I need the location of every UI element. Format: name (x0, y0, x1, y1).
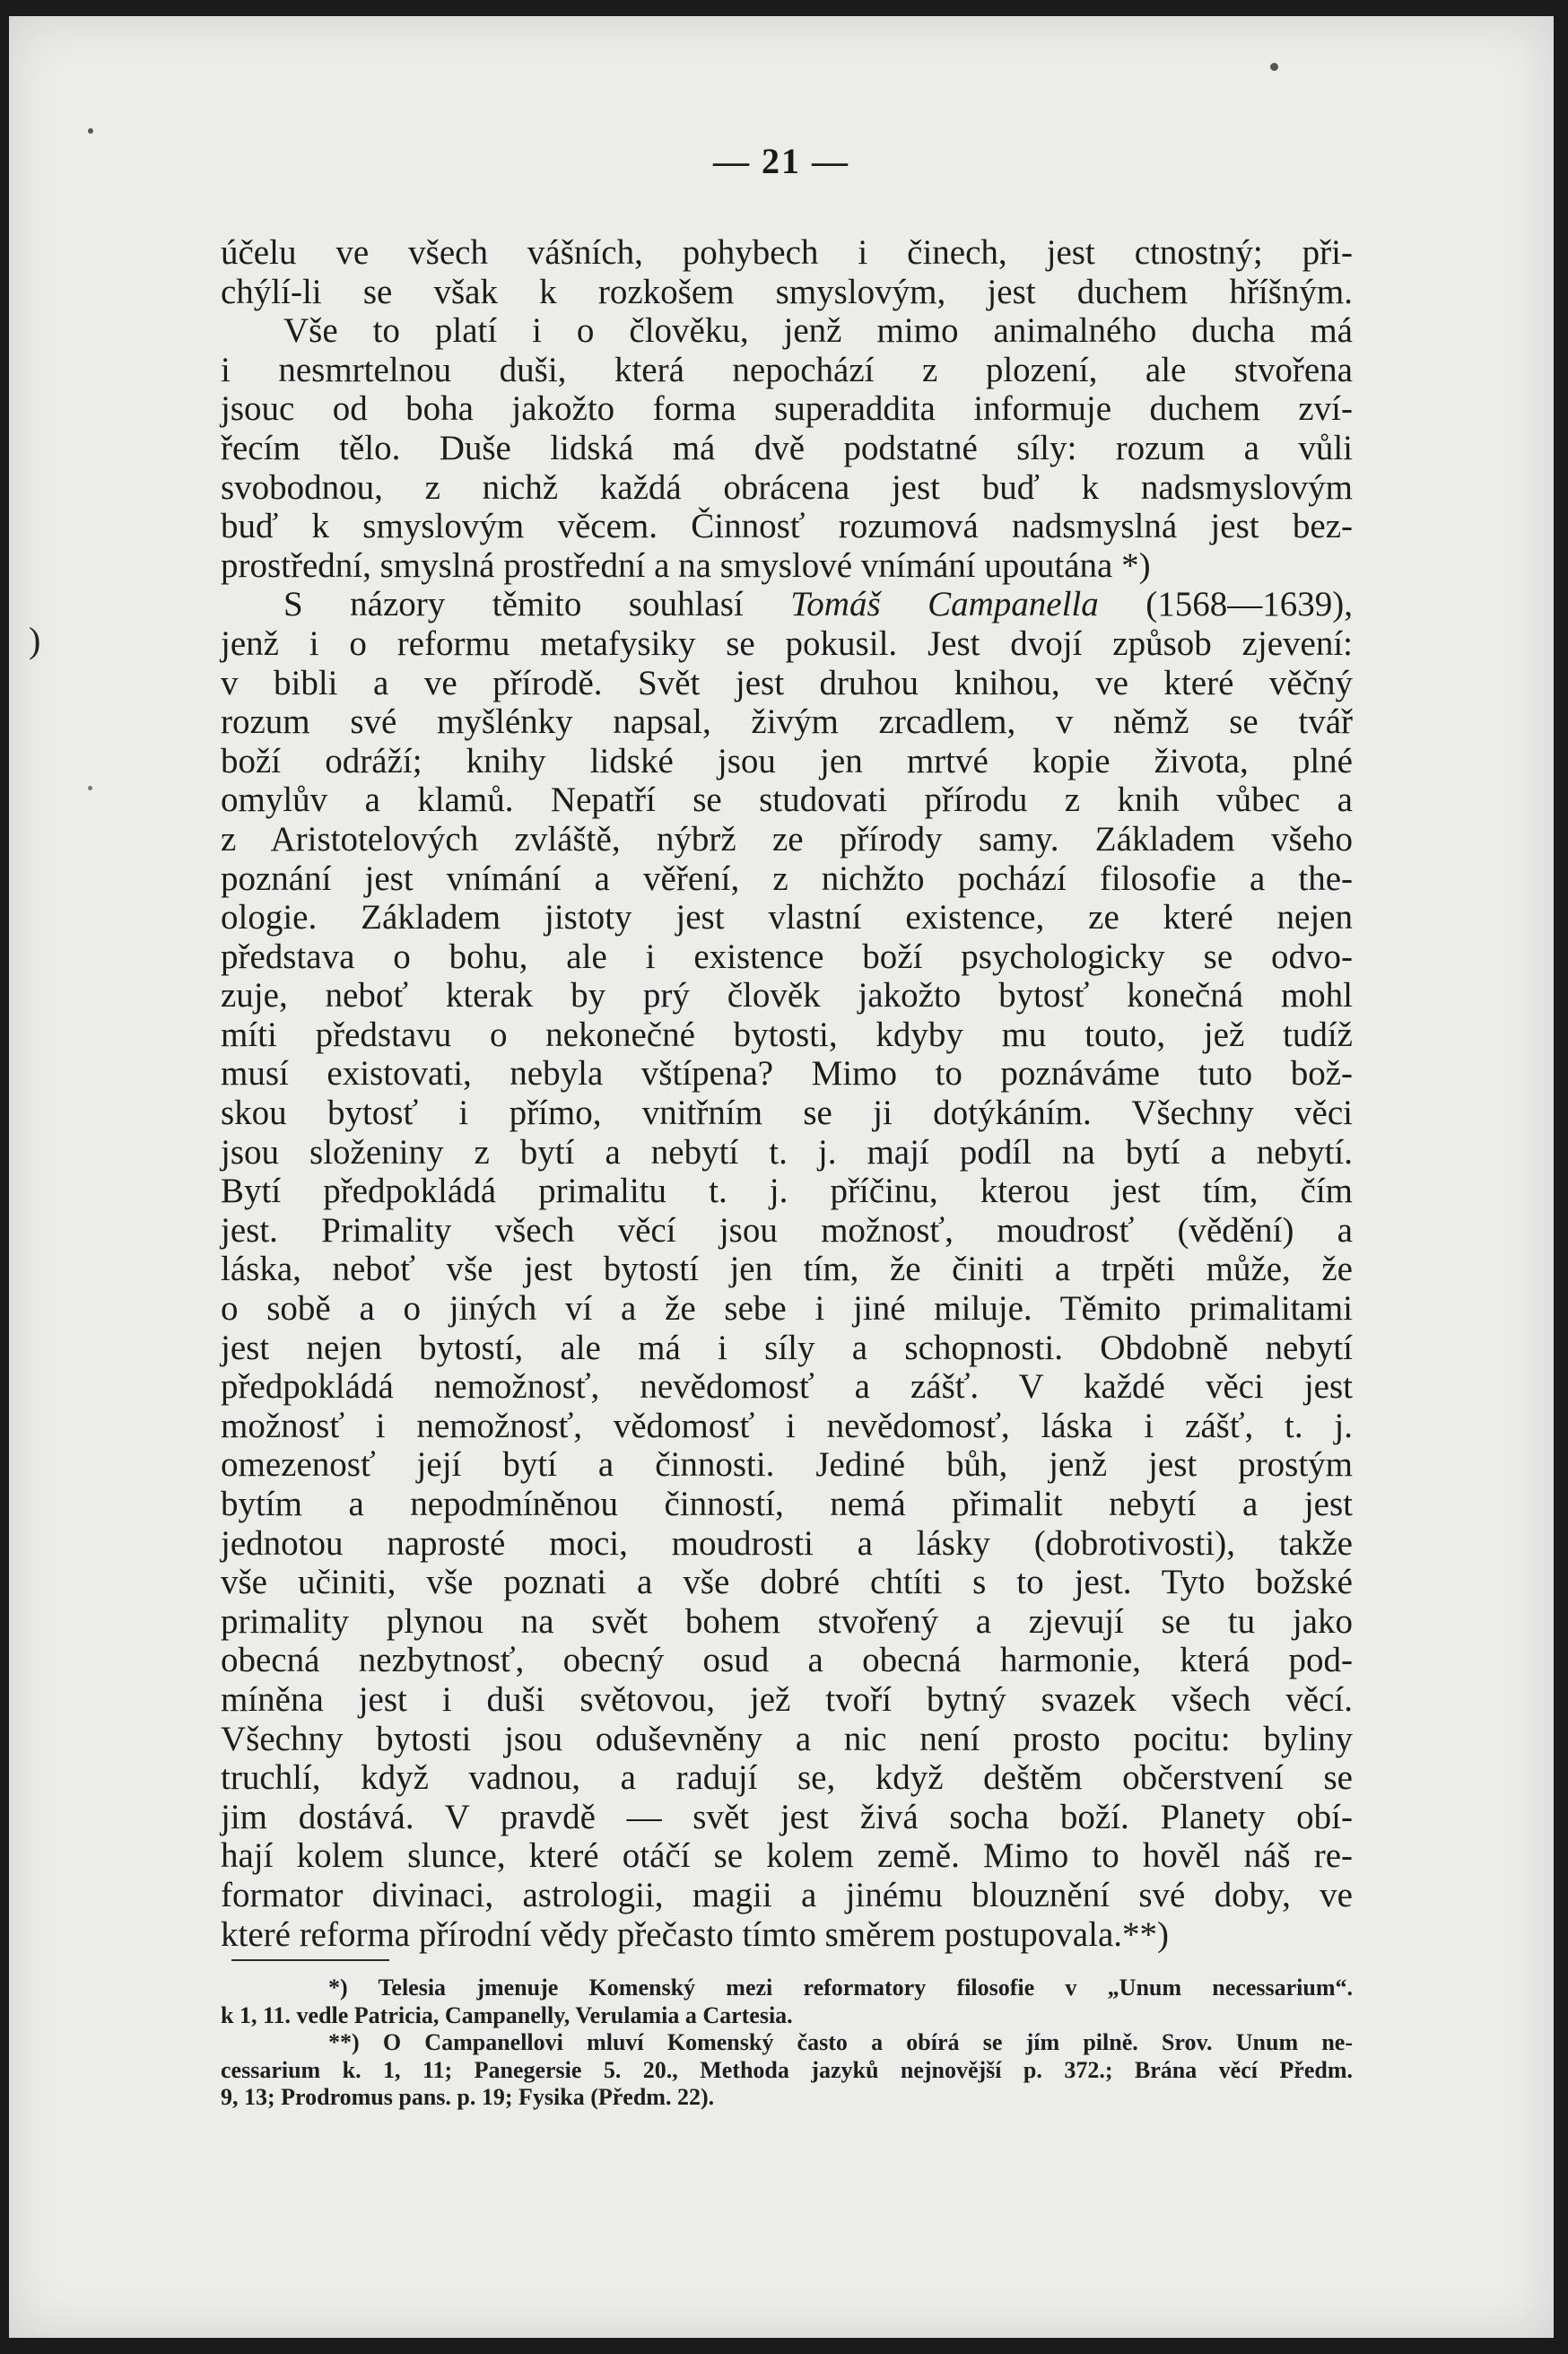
text-line: vše učiniti, vše poznati a vše dobré chtíti s to jest. Tyto božské (221, 1563, 1353, 1602)
text-line: truchlí, když vadnou, a radují se, když deštěm občerstvení se (221, 1758, 1353, 1798)
dust-speck (1270, 63, 1278, 71)
text-line: předpokládá nemožnosť, nevědomosť a zášť. V každé věci jest (221, 1367, 1353, 1407)
dust-speck (88, 128, 93, 134)
text-line: primality plynou na svět bohem stvořený a zjevují se tu jako (221, 1601, 1353, 1641)
text-line: jest nejen bytostí, ale má i síly a schopnosti. Obdobně nebytí (221, 1328, 1353, 1367)
text-line: obecná nezbytnosť, obecný osud a obecná harmonie, která pod- (221, 1641, 1353, 1680)
text-line: možnosť i nemožnosť, vědomosť i nevědomosť, láska i zášť, t. j. (221, 1406, 1353, 1445)
text-line: svobodnou, z nichž každá obrácena jest buď k nadsmyslovým (221, 467, 1353, 507)
text-line: Všechny bytosti jsou oduševněny a nic není prosto pocitu: byliny (221, 1719, 1353, 1758)
text-segment: (1568—1639), (1098, 585, 1353, 624)
text-line: boží odráží; knihy lidské jsou jen mrtvé kopie života, plné (221, 741, 1353, 780)
text-line: poznání jest vnímání a věření, z nichžto pochází filosofie a the- (221, 859, 1353, 898)
margin-mark: ) (29, 620, 41, 660)
text-line: z Aristotelových zvláště, nýbrž ze přírody samy. Základem všeho (221, 819, 1353, 859)
text-line: formator divinaci, astrologii, magii a jinému blouznění své doby, ve (221, 1875, 1353, 1914)
footnote-line: k 1, 11. vedle Patricia, Campanelly, Verulamia a Cartesia. (221, 2001, 793, 2028)
text-line: skou bytosť i přímo, vnitřním se ji dotýkáním. Všechny věci (221, 1094, 1353, 1133)
text-line: chýlí-li se však k rozkošem smyslovým, jest duchem hříšným. (221, 272, 1353, 311)
text-line: Bytí předpokládá primalitu t. j. příčinu, kterou jest tím, čím (221, 1172, 1353, 1211)
book-page (9, 16, 1554, 2338)
body-text (221, 233, 1353, 1954)
text-line: jsouc od boha jakožto forma superaddita informuje duchem zví- (221, 389, 1353, 429)
text-line: hají kolem slunce, které otáčí se kolem země. Mimo to hověl náš re- (221, 1836, 1353, 1876)
footnote-divider (231, 1959, 389, 1961)
text-line: musí existovati, nebyla vštípena? Mimo to poznáváme tuto bož- (221, 1054, 1353, 1094)
text-line: buď k smyslovým věcem. Činnosť rozumová nadsmyslná jest bez- (221, 507, 1353, 546)
text-line: jest. Primality všech věcí jsou možnosť, moudrosť (vědění) a (221, 1210, 1353, 1250)
text-line: Vše to platí i o člověku, jenž mimo animalného ducha má (283, 311, 1353, 351)
footnote-line: *) Telesia jmenuje Komenský mezi reformatory filosofie v „Unum necessarium“. (328, 1975, 1353, 2001)
text-line: o sobě a o jiných ví a že sebe i jiné miluje. Těmito primalitami (221, 1289, 1353, 1329)
text-line: bytím a nepodmíněnou činností, nemá přimalit nebytí a jest (221, 1485, 1353, 1523)
text-line-campanella (221, 585, 1353, 624)
text-line: i nesmrtelnou duši, která nepochází z plození, ale stvořena (221, 350, 1353, 389)
text-line: představa o bohu, ale i existence boží psychologicky se odvo- (221, 937, 1353, 976)
footnote-line: 9, 13; Prodromus pans. p. 19; Fysika (Předm. 22). (221, 2084, 715, 2110)
text-line: rozum své myšlénky napsal, živým zrcadlem, v němž se tvář (221, 702, 1353, 742)
text-line: jim dostává. V pravdě — svět jest živá socha boží. Planety obí- (221, 1797, 1353, 1836)
footnote-line: cessarium k. 1, 11; Panegersie 5. 20., Methoda jazyků nejnovější p. 372.; Brána věcí Předm. (221, 2056, 1353, 2083)
text-line: účelu ve všech vášních, pohybech i činech, jest ctnostný; při- (221, 233, 1353, 272)
author-name: Tomáš Campanella (790, 585, 1099, 624)
text-line: jednotou naprosté moci, moudrosti a lásky (dobrotivosti), takže (221, 1523, 1353, 1563)
text-line: jsou složeniny z bytí a nebytí t. j. mají podíl na bytí a nebytí. (221, 1132, 1353, 1172)
text-line: zuje, neboť kterak by prý člověk jakožto bytosť konečná mohl (221, 976, 1353, 1016)
text-line: míněna jest i duši světovou, jež tvoří bytný svazek všech věcí. (221, 1679, 1353, 1719)
footnote-line: **) O Campanellovi mluví Komenský často a obírá se jím pilně. Srov. Unum ne- (328, 2029, 1353, 2055)
dust-speck (88, 786, 92, 790)
text-line: prostřední, smyslná prostřední a na smyslové vnímání upoutána *) (221, 545, 1151, 585)
page-number: — 21 — (713, 141, 849, 181)
footnotes (221, 1975, 1353, 2112)
text-line: jenž i o reformu metafysiky se pokusil. Jest dvojí způsob zjevení: (221, 623, 1353, 663)
text-segment: S názory těmito souhlasí (283, 585, 791, 624)
text-line: ologie. Základem jistoty jest vlastní existence, ze které nejen (221, 898, 1353, 937)
text-line: míti představu o nekonečné bytosti, kdyby mu touto, jež tudíž (221, 1015, 1353, 1054)
text-line: v bibli a ve přírodě. Svět jest druhou knihou, ve které věčný (221, 663, 1353, 702)
text-line: omylův a klamů. Nepatří se studovati přírodu z knih vůbec a (221, 780, 1353, 820)
text-line: láska, neboť vše jest bytostí jen tím, že činiti a trpěti může, že (221, 1250, 1353, 1289)
text-line: omezenosť její bytí a činnosti. Jediné bůh, jenž jest prostým (221, 1445, 1353, 1485)
text-line: řecím tělo. Duše lidská má dvě podstatné síly: rozum a vůli (221, 428, 1353, 467)
text-line: které reforma přírodní vědy přečasto tímto směrem postupovala.**) (221, 1914, 1169, 1954)
